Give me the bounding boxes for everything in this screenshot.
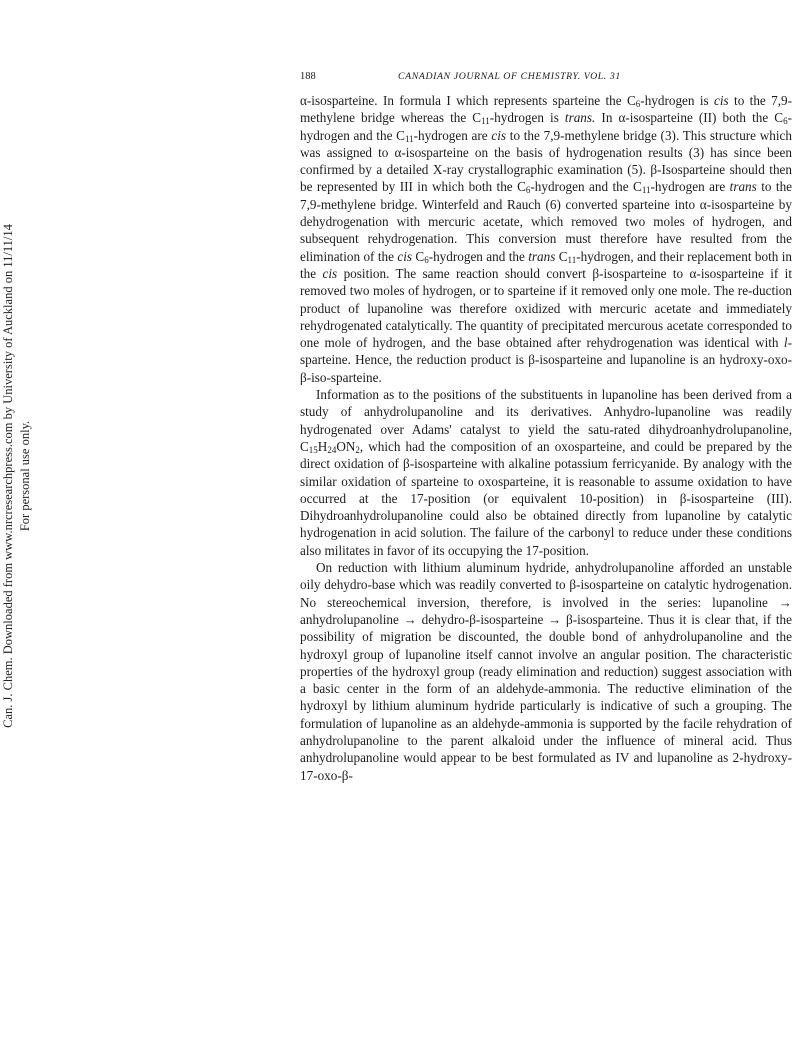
page-number: 188	[300, 71, 316, 82]
article-body	[300, 92, 792, 784]
watermark-line-1: Can. J. Chem. Downloaded from www.nrcresearchpress.com by University of Auckland on 11/11/14	[1, 224, 15, 728]
paragraph-3: On reduction with lithium aluminum hydride, anhydrolupanoline afforded an unstable oily dehydro-base which was readily converted to β-isosparteine on catalytic hydrogenation. No stereochemical inversion, therefore, is involved in the series: lupanoline → anhydrolupanoline → dehydro-β-isosparteine → β-isosparteine. Thus it is clear that, if the possibility of migration be discounted, the double bond of anhydrolupanoline and the hydroxyl group of lupanoline itself cannot involve an angular position. The characteristic properties of the hydroxyl group (ready elimination and reduction) suggest association with a basic center in the form of an aldehyde-ammonia. The reductive elimination of the hydroxyl by lithium aluminum hydride particularly is indicative of such a grouping. The formulation of lupanoline as an aldehyde-ammonia is supported by the facile rehydration of anhydrolupanoline to the parent alkaloid under the influence of mineral acid. Thus anhydrolupanoline would appear to be best formulated as IV and lupanoline as 2-hydroxy-17-oxo-β-	[300, 560, 792, 783]
paragraph-2: Information as to the positions of the substituents in lupanoline has been derived from a study of anhydrolupanoline and its derivatives. Anhydro-lupanoline was readily hydrogenated over Adams' catalyst to yield the satu-rated dihydroanhydrolupanoline, $C_{15}H_{24}ON_2$, which had the composition of an oxosparteine, and could be prepared by the direct oxidation of β-isosparteine with alkaline potassium ferricyanide. By analogy with the similar oxidation of sparteine to oxosparteine, it is reasonable to assume oxidation to have occurred at the 17-position (or equivalent 10-position) in β-isosparteine (III). Dihydroanhydrolupanoline could also be obtained directly from lupanoline by catalytic hydrogenation in acid solution. The failure of the carbonyl to reduce under these conditions also militates in favor of its occupying the 17-position.	[300, 387, 792, 558]
paragraph-1: α-isosparteine. In formula I which represents sparteine the $C_6$-hydrogen is cis to the 7,9-methylene bridge whereas the $C_{11}$-hydrogen is trans. In α-isosparteine (II) both the $C_6$-hydrogen and the $C_{11}$-hydrogen are cis to the 7,9-methylene bridge (3). This structure which was assigned to α-isosparteine on the basis of hydrogenation results (3) has since been confirmed by a detailed X-ray crystallographic examination (5). β-Isosparteine should then be represented by III in which both the $C_6$-hydrogen and the $C_{11}$-hydrogen are trans to the 7,9-methylene bridge. Winterfeld and Rauch (6) converted sparteine into α-isosparteine by dehydrogenation with mercuric acetate, which removed two moles of hydrogen, and subsequent rehydrogenation. This conversion must therefore have resulted from the elimination of the cis $C_6$-hydrogen and the trans $C_{11}$-hydrogen, and their replacement both in the cis position. The same reaction should convert β-isosparteine to α-isosparteine if it removed two moles of hydrogen, or to sparteine if it removed only one mole. The re-duction product of lupanoline was therefore oxidized with mercuric acetate and immediately rehydrogenated catalytically. The quantity of precipitated mercurous acetate corresponded to one mole of hydrogen, and the base obtained after rehydrogenation was identical with l-sparteine. Hence, the reduction product is β-isosparteine and lupanoline is an hydroxy-oxo-β-iso-sparteine.	[300, 93, 793, 385]
download-watermark	[0, 171, 54, 781]
running-header	[300, 69, 792, 85]
journal-title: CANADIAN JOURNAL OF CHEMISTRY. VOL. 31	[398, 71, 621, 82]
watermark-line-2: For personal use only.	[18, 420, 32, 532]
